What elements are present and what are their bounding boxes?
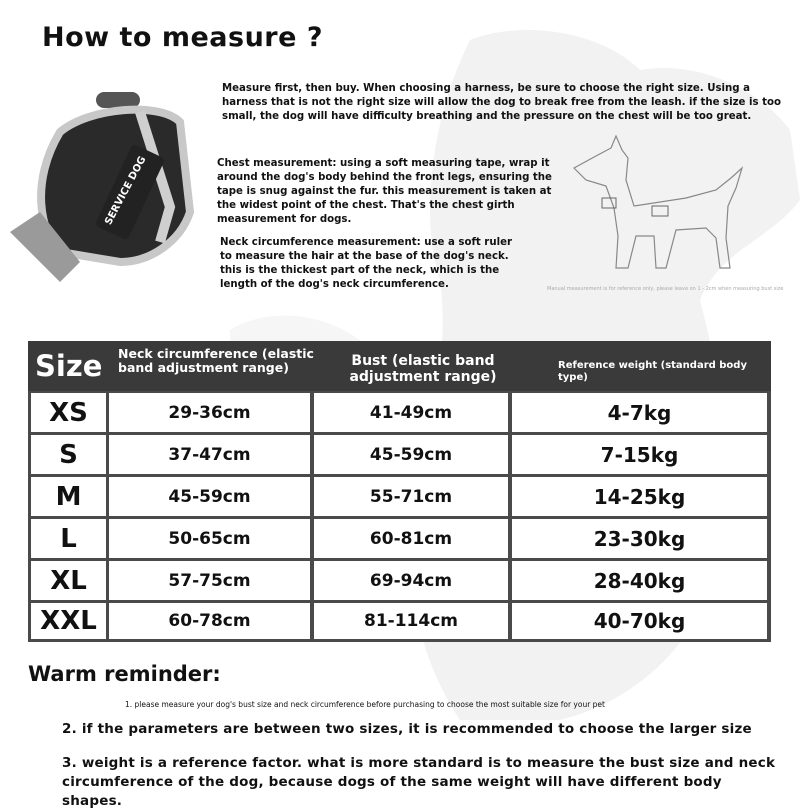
bust-cell: 41-49cm — [314, 393, 508, 432]
size-cell: M — [31, 477, 106, 516]
bust-cell: 69-94cm — [314, 561, 508, 600]
neck-cell: 29-36cm — [109, 393, 310, 432]
neck-cell: 60-78cm — [109, 603, 310, 639]
neck-cell: 57-75cm — [109, 561, 310, 600]
header-size: Size — [35, 349, 103, 383]
weight-cell: 14-25kg — [512, 477, 767, 516]
header-bust: Bust (elastic band adjustment range) — [349, 353, 497, 385]
neck-measurement-text: Neck circumference measurement: use a soft ruler to measure the hair at the base of the dog's neck. this is the thickest part of the neck, which is the length of the dog's neck circumference. — [220, 237, 513, 290]
harness-label: SERVICE DOG — [103, 154, 149, 227]
neck-cell: 50-65cm — [109, 519, 310, 558]
size-table — [28, 341, 771, 642]
weight-cell: 40-70kg — [512, 603, 767, 639]
table-header — [28, 341, 771, 391]
header-weight: Reference weight (standard body type) — [558, 360, 747, 383]
weight-cell: 4-7kg — [512, 393, 767, 432]
bust-cell: 45-59cm — [314, 435, 508, 474]
neck-cell: 45-59cm — [109, 477, 310, 516]
bust-cell: 55-71cm — [314, 477, 508, 516]
size-cell: XL — [31, 561, 106, 600]
size-cell: XS — [31, 393, 106, 432]
neck-cell: 37-47cm — [109, 435, 310, 474]
header-neck: Neck circumference (elastic band adjustment range) — [118, 346, 314, 375]
size-cell: L — [31, 519, 106, 558]
dog-outline-illustration — [566, 128, 766, 278]
size-cell: S — [31, 435, 106, 474]
reminder-item: 1. please measure your dog's bust size and neck circumference before purchasing to choose the most suitable size for your pet — [125, 700, 605, 709]
size-cell: XXL — [31, 603, 106, 639]
harness-image — [0, 92, 215, 297]
weight-cell: 23-30kg — [512, 519, 767, 558]
manual-note: Manual measurement is for reference only, please leave on 1 - 2cm when measuring bust size — [547, 286, 784, 292]
bust-cell: 60-81cm — [314, 519, 508, 558]
reminder-item: 2. if the parameters are between two sizes, it is recommended to choose the larger size — [62, 721, 752, 737]
bust-cell: 81-114cm — [314, 603, 508, 639]
page-title: How to measure ? — [42, 22, 323, 53]
intro-text: Measure first, then buy. When choosing a harness, be sure to choose the right size. Using a harness that is not the right size will allow the dog to break free from the leash. if the size is too small, the dog will have difficulty breathing and the pressure on the chest will be too great. — [222, 83, 781, 122]
weight-cell: 28-40kg — [512, 561, 767, 600]
chest-measurement-text: Chest measurement: using a soft measuring tape, wrap it around the dog's body behind the front legs, ensuring the tape is snug against the fur. this measurement is taken at the widest point of the chest. That's the chest girth measurement for dogs. — [217, 158, 552, 225]
weight-cell: 7-15kg — [512, 435, 767, 474]
reminder-item: 3. weight is a reference factor. what is more standard is to measure the bust size and neck circumference of the dog, because dogs of the same weight will have different body shapes. — [62, 755, 776, 809]
reminder-title: Warm reminder: — [28, 662, 221, 686]
